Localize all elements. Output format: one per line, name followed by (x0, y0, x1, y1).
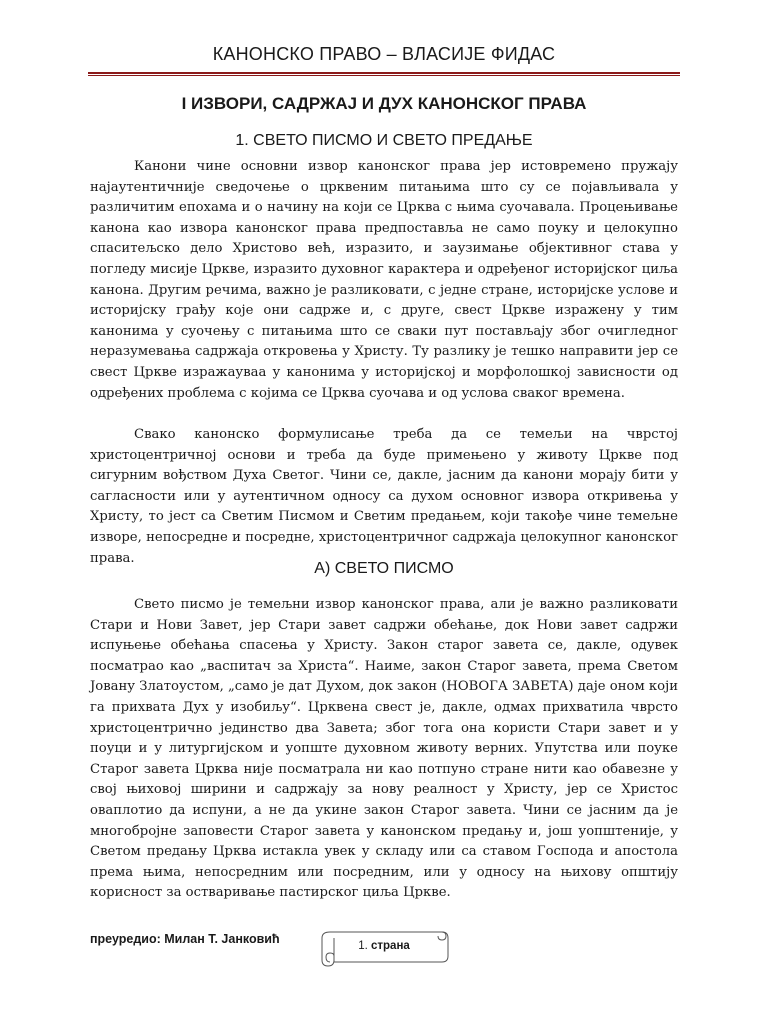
body-paragraph-3: Свето писмо је темељни извор канонског права, али је важно разликовати Стари и Нови Завет, јер Стари завет садржи обећање, док Нови завет садржи испуњење обећања спасења у Христу. Закон старог завета се, дакле, одувек посматрао као „васпитач за Христа“. Наиме, закон Старог завета, према Светом Јовану Златоустом, „само је дат Духом, док закон (НОВОГА ЗАВЕТА) даје оном који га прихвата Дух у изобиљу“. Црквена свест је, дакле, одмах прихватила чврсто христоцентрично јединство два Завета; због тога она користи Стари завет и у поуци и у литургијском и уопште духовном животу верних. Упутства или поуке Старог завета Црква није посматрала ни као потпуно стране нити као обавезне у свој њиховој ширини и садржају за нову реалност у Христу, јер се Христос оваплотио да испуни, а не да укине закон Старог завета. Чини се јасним да је многобројне заповести Старог завета у канонском предању и, још уопштеније, у Светом предању Црква истакла увек у складу или са ставом Господа и апостола према њима, непосредним или посредним, или у односу на њихову општију корисност за остваривање пастирског циља Цркве. (90, 597, 678, 901)
section-title: 1. СВЕТО ПИСМО И СВЕТО ПРЕДАЊЕ (235, 132, 533, 149)
header-rule-thin (88, 75, 680, 76)
page-number: 1. (358, 940, 368, 952)
body-paragraph-2: Свако канонско формулисање треба да се темељи на чврстој христоцентричној основи и треба да буде примењено у животу Цркве под сигурним вођством Духа Светог. Чини се, дакле, јасним да канони морају бити у сагласности или у аутентичном односу са духом основног извора откривења у Христу, то јест са Светим Писмом и Светим предањем, који такође чине темељне изворе, непосредне и посредне, христоцентричног садржаја целокупног канонског права. (90, 427, 678, 566)
page-word: страна (371, 940, 410, 952)
chapter-title: I ИЗВОРИ, САДРЖАЈ И ДУХ КАНОНСКОГ ПРАВА (181, 94, 587, 113)
header-rule-thick (88, 72, 680, 74)
page-number-label (316, 940, 452, 952)
editor-credit: преуредио: Милан Т. Јанковић (90, 932, 280, 946)
running-header-title: КАНОНСКО ПРАВО – ВЛАСИЈЕ ФИДАС (212, 44, 556, 64)
subsection-title: А) СВЕТО ПИСМО (314, 560, 454, 577)
body-paragraph-1: Канони чине основни извор канонског права јер истовремено пружају најаутентичније сведочење о црквеним питањима што су се појављивала у различитим епохама и о начину на који се Црква с њима суочавала. Процењивање канона као извора канонског права предпоставља не само поуку и целокупно спаситељско дело Христово већ, изразито, и заузимање објективног става у погледу мисије Цркве, изразито духовног карактера и одређеног историјског циља канона. Другим речима, важно је разликовати, с једне стране, историјске услове и историјску грађу које они садрже и, с друге, свест Цркве изражену у тим канонима у суочењу с питањима што се сваки пут постављају због очигледног неразумевања садржаја откровења у Христу. Ту разлику је тешко направити јер се свест Цркве изражауваа у канонима у историјској и морфолошкој зависности од одређених проблема с којима се Црква суочава и од услова сваког времена. (90, 159, 678, 401)
